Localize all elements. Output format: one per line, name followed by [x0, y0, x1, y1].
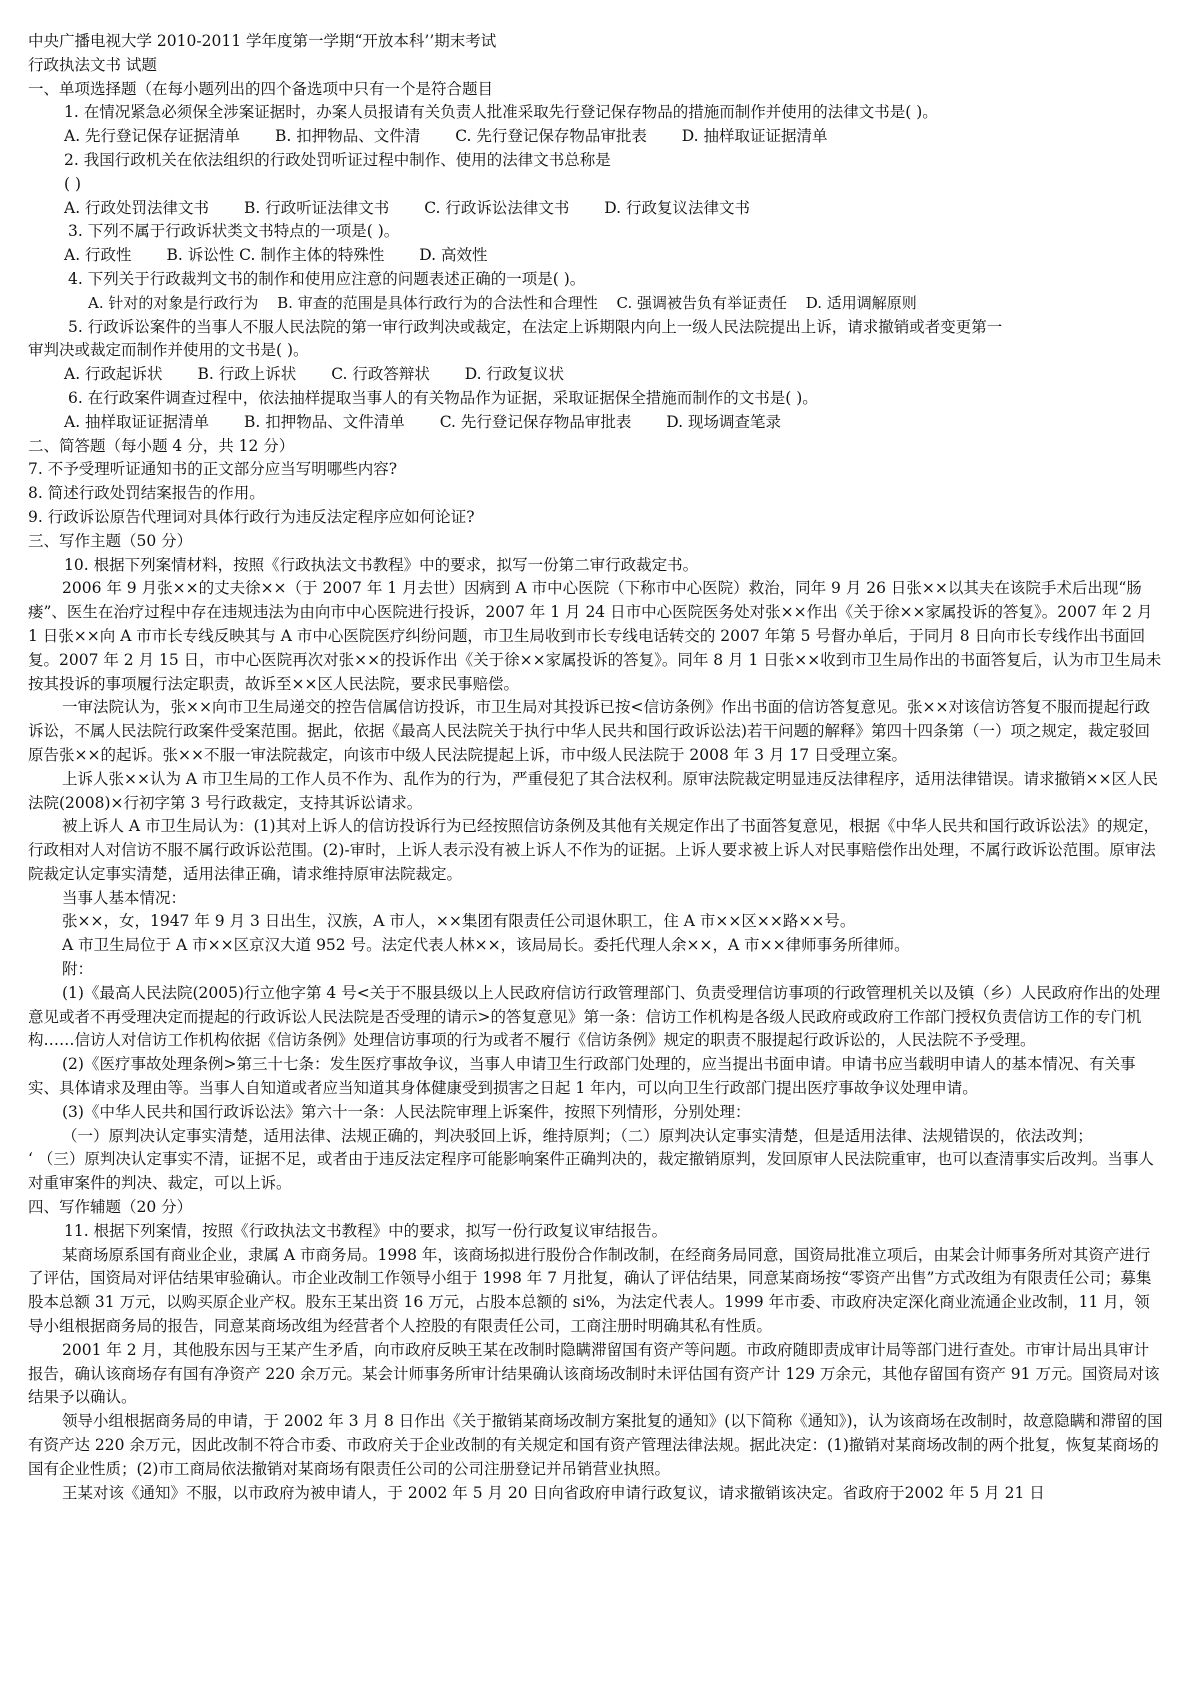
question-3: 3. 下列不属于行政诉状类文书特点的一项是( )。: [68, 222, 400, 241]
appendix-paragraph: (3)《中华人民共和国行政诉讼法》第六十一条：人民法院审理上诉案件，按照下列情形，分别处理：: [62, 1102, 751, 1121]
question-2-options: [28, 197, 1163, 221]
appendix-paragraph: （一）原判决认定事实清楚，适用法律、法规正确的，判决驳回上诉，维持原判；（二）原判决认定事实清楚，但是适用法律、法规错误的，依法改判；: [62, 1126, 1093, 1145]
exam-subtitle: 行政执法文书 试题: [28, 55, 157, 74]
q1-option-c: C. 先行登记保存物品审批表: [455, 127, 647, 146]
appendix-paragraph: (1)《最高人民法院(2005)行立他字第 4 号<关于不服县级以上人民政府信访行政管理部门、负责受理信访事项的行政管理机关以及镇（乡）人民政府作出的处理意见或者不再受理决定而提起的行政诉讼人民法院是否受理的请示>的答复意见》第一条：信访工作机构是各级人民政府或政府工作部门授权负责信访工作的专门机构……信访人对信访工作机构依据《信访条例》处理信访事项的行为或者不履行《信访条例》规定的职责不服提起行政诉讼的，人民法院不予受理。: [28, 983, 1161, 1050]
case-paragraph: 张××，女，1947 年 9 月 3 日出生，汉族，A 市人，××集团有限责任公司退休职工，住 A 市××区××路××号。: [62, 912, 856, 931]
q6-option-d: D. 现场调查笔录: [666, 412, 782, 431]
q5-option-a: A. 行政起诉状: [64, 365, 163, 384]
question-8: 8. 简述行政处罚结案报告的作用。: [28, 484, 265, 503]
question-5-line1: 5. 行政诉讼案件的当事人不服人民法院的第一审行政判决或裁定，在法定上诉期限内向上一级人民法院提出上诉，请求撤销或者变更第一: [68, 317, 1003, 336]
section4-heading: 四、写作辅题（20 分）: [28, 1198, 193, 1217]
q5-option-c: C. 行政答辩状: [331, 365, 430, 384]
q1-option-b: B. 扣押物品、文件清: [275, 127, 421, 146]
q2-option-a: A. 行政处罚法律文书: [64, 198, 210, 217]
q4-option-b: B. 审查的范围是具体行政行为的合法性和合理性: [277, 293, 598, 312]
q6-option-c: C. 先行登记保存物品审批表: [439, 412, 632, 431]
question-10: 10. 根据下列案情材料，按照《行政执法文书教程》中的要求，拟写一份第二审行政裁定书。: [64, 555, 699, 574]
appendix-paragraph: (2)《医疗事故处理条例>第三十七条：发生医疗事故争议，当事人申请卫生行政部门处理的，应当提出书面申请。申请书应当载明申请人的基本情况、有关事实、具体请求及理由等。当事人自知道或者应当知道其身体健康受到损害之日起 1 年内，可以向卫生行政部门提出医疗事故争议处理申请。: [28, 1055, 1136, 1098]
question-3-options: [28, 244, 1163, 268]
q4-option-d: D. 适用调解原则: [805, 293, 917, 312]
q1-option-d: D. 抽样取证证据清单: [681, 127, 828, 146]
q1-option-a: A. 先行登记保存证据清单: [64, 127, 241, 146]
question-4-options: [28, 292, 1163, 316]
case-paragraph: 附：: [62, 960, 94, 979]
question-11: 11. 根据下列案情，按照《行政执法文书教程》中的要求，拟写一份行政复议审结报告。: [64, 1221, 668, 1240]
q6-option-b: B. 扣押物品、文件清单: [244, 412, 405, 431]
q2-option-c: C. 行政诉讼法律文书: [424, 198, 570, 217]
q4-option-a: A. 针对的对象是行政行为: [88, 293, 259, 312]
question-2-blank: ( ): [64, 174, 82, 193]
case-paragraph: 被上诉人 A 市卫生局认为：(1)其对上诉人的信访投诉行为已经按照信访条例及其他有关规定作出了书面答复意见，根据《中华人民共和国行政诉讼法》的规定，行政相对人对信访不服不属行政诉讼范围。(2)-审时，上诉人表示没有被上诉人不作为的证据。上诉人要求被上诉人对民事赔偿作出处理，不属行政诉讼范围。原审法院裁定认定事实清楚，适用法律正确，请求维持原审法院裁定。: [28, 817, 1160, 883]
q2-option-b: B. 行政听证法律文书: [244, 198, 390, 217]
question-9: 9. 行政诉讼原告代理词对具体行政行为违反法定程序应如何论证?: [28, 507, 475, 526]
question-6: 6. 在行政案件调查过程中，依法抽样提取当事人的有关物品作为证据，采取证据保全措施而制作的文书是( )。: [68, 388, 818, 407]
case-paragraph: 2001 年 2 月，其他股东因与王某产生矛盾，向市政府反映王某在改制时隐瞒滞留国有资产等问题。市政府随即责成审计局等部门进行查处。市审计局出具审计报告，确认该商场存有国有净资产 220 余万元。某会计师事务所审计结果确认该商场改制时未评估国有资产计 129 万余元，其他存留国有资产 91 万元。国资局对该结果予以确认。: [28, 1340, 1160, 1407]
question-5-options: [28, 363, 1163, 387]
section1-heading: 一、单项选择题（在每小题列出的四个备选项中只有一个是符合题目: [28, 79, 494, 98]
q6-option-a: A. 抽样取证证据清单: [64, 412, 210, 431]
q2-option-d: D. 行政复议法律文书: [604, 198, 751, 217]
case-paragraph: 某商场原系国有商业企业，隶属 A 市商务局。1998 年，该商场拟进行股份合作制改制，在经商务局同意，国资局批准立项后，由某会计师事务所对其资产进行了评估，国资局对评估结果审验确认。市企业改制工作领导小组于 1998 年 7 月批复，确认了评估结果，同意某商场按“零资产出售”方式改组为有限责任公司；募集股本总额 31 万元，以购买原企业产权。股东王某出资 16 万元，占股本总额的 si%，为法定代表人。1999 年市委、市政府决定深化商业流通企业改制，11 月，领导小组根据商务局的报告，同意某商场改组为经营者个人控股的有限责任公司，工商注册时明确其私有性质。: [28, 1245, 1152, 1336]
q3-option-bc: B. 诉讼性 C. 制作主体的特殊性: [166, 246, 385, 265]
q5-option-b: B. 行政上诉状: [197, 365, 297, 384]
exam-title: 中央广播电视大学 2010-2011 学年度第一学期“开放本科’’期末考试: [28, 32, 497, 50]
section3-heading: 三、写作主题（50 分）: [28, 531, 193, 550]
section2-heading: 二、简答题（每小题 4 分，共 12 分）: [28, 436, 295, 455]
q3-option-a: A. 行政性: [64, 246, 132, 265]
case-paragraph: 领导小组根据商务局的申请，于 2002 年 3 月 8 日作出《关于撤销某商场改制方案批复的通知》(以下简称《通知》)，认为该商场在改制时，故意隐瞒和滞留的国有资产达 220 余万元，因此改制不符合市委、市政府关于企业改制的有关规定和国有资产管理法律法规。据此决定：(1)撤销对某商场改制的两个批复，恢复某商场的国有企业性质；(2)市工商局依法撤销对某商场有限责任公司的公司注册登记并吊销营业执照。: [28, 1412, 1163, 1478]
q5-option-d: D. 行政复议状: [464, 365, 565, 384]
case-paragraph: 上诉人张××认为 A 市卫生局的工作人员不作为、乱作为的行为，严重侵犯了其合法权利。原审法院裁定明显违反法律程序，适用法律错误。请求撤销××区人民法院(2008)×行初字第 3 号行政裁定，支持其诉讼请求。: [28, 769, 1159, 812]
case-paragraph: A 市卫生局位于 A 市××区京汉大道 952 号。法定代表人林××，该局局长。委托代理人余××，A 市××律师事务所律师。: [62, 936, 910, 955]
case-paragraph: 一审法院认为，张××向市卫生局递交的控告信属信访投诉，市卫生局对其投诉已按<信访条例》作出书面的信访答复意见。张××对该信访答复不服而提起行政诉讼，不属人民法院行政案件受案范围。据此，依据《最高人民法院关于执行中华人民共和国行政诉讼法)若干问题的解释》第四十四条第（一）项之规定，裁定驳回原告张××的起诉。张××不服一审法院裁定，向该市中级人民法院提起上诉，市中级人民法院于 2008 年 3 月 17 日受理立案。: [28, 698, 1151, 764]
q3-option-d: D. 高效性: [419, 246, 488, 265]
case-paragraph: 2006 年 9 月张××的丈夫徐××（于 2007 年 1 月去世）因病到 A 市中心医院（下称市中心医院）救治，同年 9 月 26 日张××以其夫在该院手术后出现“肠瘘”、医生在治疗过程中存在违规违法为由向市中心医院进行投诉，2007 年 1 月 24 日市中心医院医务处对张××作出《关于徐××家属投诉的答复》。2007 年 2 月 1 日张××向 A 市市长专线反映其与 A 市中心医院医疗纠纷问题，市卫生局收到市长专线电话转交的 2007 年第 5 号督办单后，于同月 8 日向市长专线作出书面回复。2007 年 2 月 15 日，市中心医院再次对张××的投诉作出《关于徐××家属投诉的答复》。同年 8 月 1 日张××收到市卫生局作出的书面答复后，认为市卫生局未按其投诉的事项履行法定职责，故诉至××区人民法院，要求民事赔偿。: [28, 579, 1162, 693]
question-2: 2. 我国行政机关在依法组织的行政处罚听证过程中制作、使用的法律文书总称是: [64, 150, 611, 169]
question-4: 4. 下列关于行政裁判文书的制作和使用应注意的问题表述正确的一项是( )。: [68, 269, 586, 288]
question-6-options: [28, 411, 1163, 435]
case-paragraph: 王某对该《通知》不服，以市政府为被申请人，于 2002 年 5 月 20 日向省政府申请行政复议，请求撤销该决定。省政府于2002 年 5 月 21 日: [62, 1483, 1045, 1502]
case-paragraph: 当事人基本情况：: [62, 888, 187, 907]
question-7: 7. 不予受理听证通知书的正文部分应当写明哪些内容?: [28, 460, 398, 479]
question-5-line2: 审判决或裁定而制作并使用的文书是( )。: [28, 341, 309, 360]
question-1-options: [28, 125, 1163, 149]
question-1: 1. 在情况紧急必须保全涉案证据时，办案人员报请有关负责人批准采取先行登记保存物品的措施而制作并使用的法律文书是( )。: [64, 103, 938, 122]
q4-option-c: C. 强调被告负有举证责任: [616, 293, 787, 312]
appendix-paragraph: ‘ （三）原判决认定事实不清，证据不足，或者由于违反法定程序可能影响案件正确判决的，裁定撤销原判，发回原审人民法院重审，也可以查清事实后改判。当事人对重审案件的判决、裁定，可以上诉。: [28, 1150, 1154, 1193]
